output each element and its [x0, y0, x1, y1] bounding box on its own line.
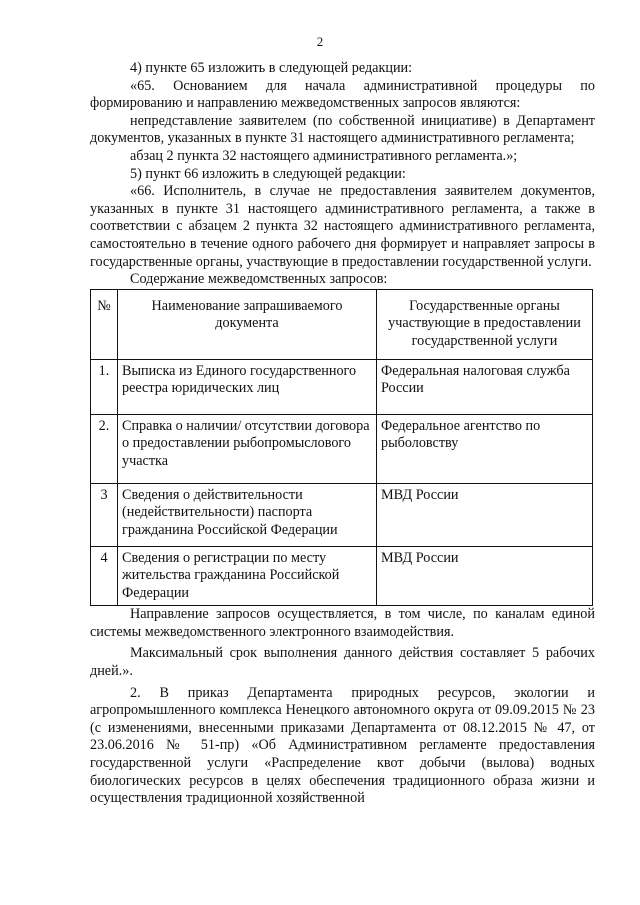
row-organ: Федеральное агентство по рыболовству	[377, 414, 593, 483]
table-row	[91, 546, 593, 606]
document-body	[90, 60, 595, 808]
table-row	[91, 359, 593, 414]
row-document: Сведения о действительности (недействительности) паспорта гражданина Российской Федерации	[118, 483, 377, 546]
row-document: Сведения о регистрации по месту жительства гражданина Российской Федерации	[118, 546, 377, 606]
paragraph-65-condition-2: абзац 2 пункта 32 настоящего административного регламента.»;	[130, 147, 518, 164]
header-document: Наименование запрашиваемого документа	[118, 289, 377, 359]
row-number: 4	[91, 546, 118, 606]
header-number: №	[91, 289, 118, 359]
row-number: 1.	[91, 359, 118, 414]
row-organ: МВД России	[377, 546, 593, 606]
paragraph-66: «66. Исполнитель, в случае не предоставления заявителем документов, указанных в пункте 31 настоящего административного регламента, а также в соответствии с абзацем 2 пункта 32 настоящего административного регламента, самостоятельно в течение одного рабочего дня формирует и направляет запросы в государственные органы, участвующие в предоставлении государственной услуги.	[90, 183, 595, 270]
table-caption: Содержание межведомственных запросов:	[130, 271, 388, 288]
page-number: 2	[316, 34, 324, 49]
row-organ: МВД России	[377, 483, 593, 546]
row-organ: Федеральная налоговая служба России	[377, 359, 593, 414]
paragraph-item-2: 2. В приказ Департамента природных ресурсов, экологии и агропромышленного комплекса Ненецкого автономного округа от 09.09.2015 № 23 (с изменениями, внесенными приказами Департамента от 08.12.2015 № 47, от 23.06.2016 № 51-пр) «Об Административном регламенте предоставления государственной услуги «Распределение квот добычи (вылова) водных биологических ресурсов в целях обеспечения традиционного образа жизни и осуществления традиционной хозяйственной	[90, 684, 595, 807]
table-row	[91, 414, 593, 483]
row-document: Справка о наличии/ отсутствии договора о предоставлении рыбопромыслового участка	[118, 414, 377, 483]
paragraph-item-4: 4) пункте 65 изложить в следующей редакции:	[130, 60, 413, 76]
requests-table	[90, 289, 593, 607]
row-number: 3	[91, 483, 118, 546]
paragraph-65-condition-1: непредставление заявителем (по собственной инициативе) в Департамент документов, указанных в пункте 31 настоящего административного регламента;	[90, 112, 595, 147]
paragraph-deadline: Максимальный срок выполнения данного действия составляет 5 рабочих дней.».	[90, 645, 595, 680]
paragraph-item-5: 5) пункт 66 изложить в следующей редакции:	[130, 165, 406, 182]
row-document: Выписка из Единого государственного реестра юридических лиц	[118, 359, 377, 414]
paragraph-65: «65. Основанием для начала административной процедуры по формированию и направлению межведомственных запросов являются:	[90, 77, 595, 112]
row-number: 2.	[91, 414, 118, 483]
header-organs: Государственные органы участвующие в предоставлении государственной услуги	[377, 289, 593, 359]
paragraph-channels: Направление запросов осуществляется, в том числе, по каналам единой системы межведомственного электронного взаимодействия.	[90, 606, 595, 640]
table-row	[91, 483, 593, 546]
table-header-row	[91, 289, 593, 359]
